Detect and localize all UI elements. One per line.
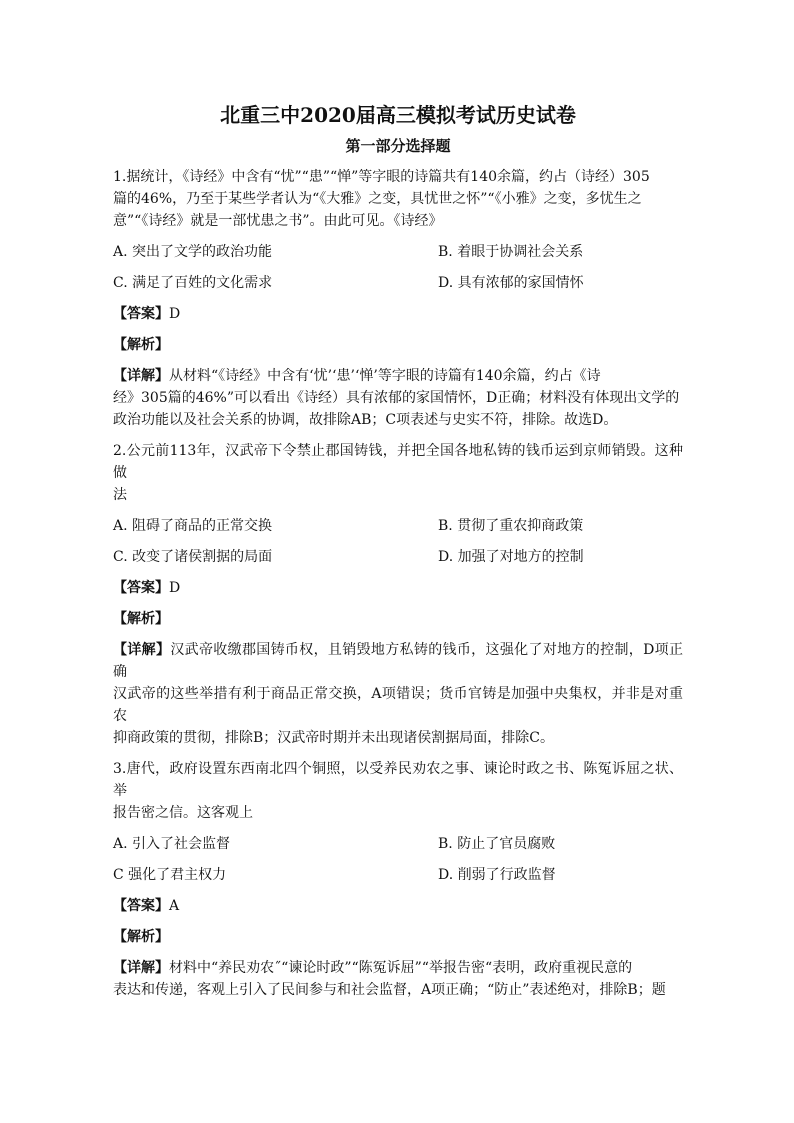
options-row [113, 241, 683, 263]
analysis-label: 【解析】 [113, 337, 169, 353]
detail-line: 汉武帝的这些举措有利于商品正常交换，A项错误；货币官铸是加强中央集权，并非是对重农 [113, 686, 683, 724]
stem-line: 1.据统计，《诗经》中含有“忧”“患”“惮”等字眼的诗篇共有140余篇，约占（诗经）305 [113, 169, 650, 185]
answer-value: D [169, 306, 181, 322]
answer-row [113, 577, 683, 599]
option-b: B. 防止了官员腐败 [438, 836, 556, 852]
option-c: C 强化了君主权力 [113, 867, 227, 883]
option-b: B. 贯彻了重农抑商政策 [438, 518, 584, 534]
options-row [113, 833, 683, 855]
question-3 [113, 758, 683, 1001]
question-2 [113, 440, 683, 749]
detail-label: 【详解】 [113, 642, 171, 658]
stem-line: 法 [113, 487, 127, 503]
detail-line: 【详解】材料中“养民劝农˝“谏论时政”“陈冤诉屈”“举报告密“表明，政府重视民意的 [113, 960, 633, 976]
option-c: C. 改变了诸侯割据的局面 [113, 549, 273, 565]
option-d: D. 加强了对地方的控制 [438, 549, 584, 565]
exam-page [113, 100, 683, 1010]
stem-line: 意”“《诗经》就是一部忧患之书”。由此可见。《诗经》 [113, 213, 443, 229]
option-c: C. 满足了百姓的文化需求 [113, 275, 273, 291]
option-a: A. 阻碍了商品的正常交换 [113, 518, 273, 534]
question-1 [113, 166, 683, 431]
detail-block [113, 639, 683, 749]
detail-line: 政治功能以及社会关系的协调，故排除AB；C项表述与史实不符，排除。故选D。 [113, 412, 618, 428]
detail-line: 【详解】汉武帝收缴郡国铸币权，且销毁地方私铸的钱币，这强化了对地方的控制，D项正确 [113, 642, 683, 680]
option-d: D. 削弱了行政监督 [438, 867, 556, 883]
option-a: A. 引入了社会监督 [113, 836, 231, 852]
answer-label: 【答案】 [113, 898, 169, 914]
analysis-row [113, 334, 683, 356]
option-a: A. 突出了文学的政治功能 [113, 244, 273, 260]
analysis-row [113, 608, 683, 630]
answer-row [113, 303, 683, 325]
answer-label: 【答案】 [113, 306, 169, 322]
options-row [113, 515, 683, 537]
option-d: D. 具有浓郁的家国情怀 [438, 275, 584, 291]
analysis-label: 【解析】 [113, 611, 169, 627]
analysis-label: 【解析】 [113, 929, 169, 945]
analysis-row [113, 926, 683, 948]
detail-label: 【详解】 [113, 368, 169, 384]
answer-row [113, 895, 683, 917]
detail-line: 经》305篇的46%”可以看出《诗经）具有浓郁的家国情怀，D正确；材料没有体现出文学的 [113, 390, 680, 406]
option-b: B. 着眼于协调社会关系 [438, 244, 584, 260]
stem-line: 报告密之信。这客观上 [113, 805, 253, 821]
detail-line: 表达和传递，客观上引入了民间参与和社会监督，A项正确；“防止”表述绝对，排除B；题 [113, 982, 666, 998]
answer-value: D [169, 580, 181, 596]
question-stem [113, 758, 683, 824]
options-row [113, 272, 683, 294]
question-stem [113, 166, 683, 232]
detail-line: 【详解】从材料“《诗经》中含有‘忧’‘患’‘惮’等字眼的诗篇有140余篇，约占《诗 [113, 368, 601, 384]
detail-label: 【详解】 [113, 960, 169, 976]
stem-line: 2.公元前113年，汉武帝下令禁止郡国铸钱，并把全国各地私铸的钱币运到京师销毁。这种做 [113, 443, 683, 481]
answer-value: A [169, 898, 180, 914]
stem-line: 3.唐代，政府设置东西南北四个铜照，以受养民劝农之事、谏论时政之书、陈冤诉屈之状、举 [113, 761, 683, 799]
stem-line: 篇的46%，乃至于某些学者认为“《大雅》之变，具忧世之怀”“《小雅》之变，多忧生之 [113, 191, 642, 207]
answer-label: 【答案】 [113, 580, 169, 596]
section-title: 第一部分选择题 [345, 137, 451, 155]
exam-title: 北重三中2020届高三模拟考试历史试卷 [220, 103, 576, 127]
options-row [113, 864, 683, 886]
detail-line: 抑商政策的贯彻，排除B；汉武帝时期并未出现诸侯割据局面，排除C。 [113, 730, 554, 746]
options-row [113, 546, 683, 568]
detail-block [113, 957, 683, 1001]
detail-block [113, 365, 683, 431]
question-stem [113, 440, 683, 506]
